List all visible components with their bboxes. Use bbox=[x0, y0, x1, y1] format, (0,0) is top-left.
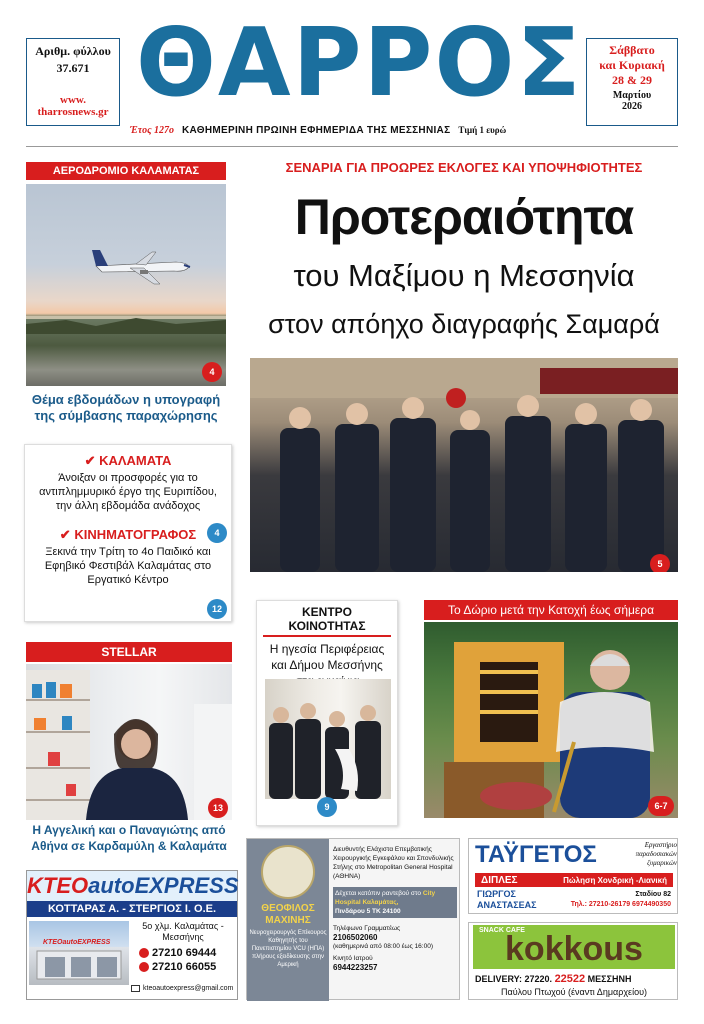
taygetos-owner1: ΓΙΩΡΓΟΣ bbox=[477, 889, 516, 899]
crowd-icon bbox=[250, 358, 678, 572]
logo bbox=[136, 9, 583, 118]
date-line4: Μαρτίου bbox=[612, 90, 652, 101]
kokkous-address: Παύλου Πτωχού (έναντι Δημαρχείου) bbox=[501, 987, 647, 997]
ad-taygetos[interactable] bbox=[468, 838, 678, 914]
doctor-secretary-label: Τηλέφωνο Γραμματέως bbox=[333, 925, 401, 932]
masthead-strip bbox=[130, 122, 580, 138]
doctor-left-column bbox=[247, 839, 329, 1001]
kalamata-title: ΚΑΛΑΜΑΤΑ bbox=[99, 453, 172, 468]
community-box bbox=[256, 600, 398, 826]
website-line1[interactable]: www. bbox=[60, 94, 86, 106]
doctor-mobile[interactable]: 6944223257 bbox=[333, 963, 378, 972]
airport-page-badge[interactable]: 4 bbox=[202, 362, 222, 382]
doctor-role: Διευθυντής Ελάχιστα Επεμβατικής Χειρουργικής Εγκεφάλου και Σπονδυλικής Στήλης στο Metropolitan General Hospital (ΑΘΗΝΑ) bbox=[333, 846, 454, 880]
university-seal-icon bbox=[261, 845, 315, 899]
kteo-email-row bbox=[131, 985, 233, 992]
kokkous-delivery-hl[interactable]: 22522 bbox=[554, 973, 586, 985]
kokkous-delivery bbox=[475, 973, 675, 985]
phone-icon bbox=[139, 962, 149, 972]
phone-icon bbox=[139, 948, 149, 958]
lead-subhead-1: του Μαξίμου η Μεσσηνία bbox=[293, 258, 635, 293]
date-line5: 2026 bbox=[622, 101, 642, 112]
stellar-photo bbox=[26, 664, 232, 820]
airport-label: ΑΕΡΟΔΡΟΜΙΟ ΚΑΛΑΜΑΤΑΣ bbox=[26, 162, 226, 180]
lead-headline: Προτεραιότητα bbox=[294, 189, 634, 245]
cinema-page-badge[interactable]: 12 bbox=[207, 599, 227, 619]
date-line1: Σάββατο bbox=[609, 43, 655, 57]
kteo-company: ΚΟΤΤΑΡΑΣ Α. - ΣΤΕΡΓΙΟΣ Ι. Ο.Ε. bbox=[27, 901, 237, 917]
kalamata-page-badge[interactable]: 4 bbox=[207, 523, 227, 543]
stellar-label: STELLAR bbox=[26, 642, 232, 662]
date-line2: και Κυριακή bbox=[599, 58, 665, 72]
lead-subhead-2: στον απόηχο διαγραφής Σαμαρά bbox=[268, 309, 660, 339]
doctor-mobile-label: Κινητό Ιατρού bbox=[333, 955, 373, 962]
doctor-secretary-phone[interactable]: 2106502060 bbox=[333, 933, 378, 942]
gift-page-badge[interactable]: 6-7 bbox=[648, 796, 674, 816]
kokkous-delivery-post: ΜΕΣΣΗΝΗ bbox=[587, 974, 632, 984]
cinema-brief bbox=[25, 515, 231, 589]
check-icon: ✔ bbox=[59, 527, 71, 542]
people-icon bbox=[265, 679, 391, 799]
gift-photo bbox=[424, 622, 678, 818]
kokkous-small: SNACK CAFE bbox=[479, 927, 525, 934]
taygetos-name: ΤΑΫΓΕΤΟΣ bbox=[475, 841, 597, 868]
doctor-appointments bbox=[333, 887, 457, 918]
kteo-phones bbox=[139, 947, 239, 973]
kokkous-banner bbox=[473, 925, 675, 969]
kteo-sign: ΚΤΕΟautoEXPRESS bbox=[43, 939, 111, 946]
logo-text: ΘΑΡΡΟΣ bbox=[136, 9, 583, 118]
kteo-phone-2[interactable]: 27210 66055 bbox=[152, 961, 217, 973]
taygetos-sales: Πώληση Χονδρική -Λιανική bbox=[563, 875, 667, 885]
taygetos-address: Σταδίου 82 bbox=[635, 891, 671, 898]
lead-page-badge[interactable]: 5 bbox=[650, 554, 670, 572]
briefs-box bbox=[24, 444, 232, 622]
check-icon: ✔ bbox=[84, 453, 96, 468]
issue-number: 37.671 bbox=[56, 61, 90, 75]
doctor-street: Πινδάρου 5 ΤΚ 24100 bbox=[335, 908, 401, 915]
email-icon bbox=[131, 985, 140, 992]
kteo-logo-express: autoEXPRESS bbox=[88, 873, 239, 898]
year: Έτος 127ο bbox=[130, 124, 175, 136]
taygetos-owner2: ΑΝΑΣΤΑΣΕΑΣ bbox=[477, 900, 537, 910]
ad-doctor[interactable] bbox=[246, 838, 460, 1000]
stellar-caption: Η Αγγελική και ο Παναγιώτης από Αθήνα σε Καρδαμύλη & Καλαμάτα bbox=[31, 823, 227, 853]
ad-kteo[interactable] bbox=[26, 870, 238, 1000]
doctor-right-column bbox=[333, 845, 457, 972]
kokkous-delivery-pre: DELIVERY: 27220. bbox=[475, 974, 553, 984]
doctor-hospital: City Hospital Καλαμάτας, bbox=[335, 890, 436, 906]
community-title: ΚΕΝΤΡΟ ΚΟΙΝΟΤΗΤΑΣ bbox=[263, 601, 391, 637]
airport-photo bbox=[26, 184, 226, 386]
kteo-building bbox=[29, 921, 129, 985]
community-photo bbox=[265, 679, 391, 799]
community-text: Η ηγεσία Περιφέρειας και Δήμου Μεσσήνης bbox=[269, 642, 385, 672]
issue-box bbox=[26, 38, 120, 126]
kalamata-brief bbox=[25, 445, 231, 515]
kteo-logo-ktio: ΚΤΕΟ bbox=[27, 873, 89, 898]
kokkous-name: kokkous bbox=[505, 930, 643, 968]
kteo-logo bbox=[27, 871, 237, 901]
kalamata-text: Άνοιξαν οι προσφορές για το αντιπλημμυρικό έργο της Ευριπίδου, την άλλη εβδομάδα ανάδοχος bbox=[39, 472, 217, 512]
stellar-page-badge[interactable]: 13 bbox=[208, 798, 228, 818]
taygetos-sub: ΔΙΠΛΕΣ bbox=[481, 874, 518, 886]
doctor-title: Νευροχειρουργός Επίκουρος Καθηγητής του Πανεπιστημίου VCU (ΗΠΑ) πλήρους εξειδίκευσης στην Αμερική bbox=[249, 930, 327, 968]
taygetos-phones[interactable]: Τηλ.: 27210-26179 6974490350 bbox=[570, 901, 671, 908]
issue-label: Αριθμ. φύλλου bbox=[35, 44, 111, 58]
website-line2[interactable]: tharrosnews.gr bbox=[37, 106, 109, 118]
price: Τιμή 1 ευρώ bbox=[458, 125, 507, 135]
masthead-rule bbox=[26, 146, 678, 147]
tagline: ΚΑΘΗΜΕΡΙΝΗ ΠΡΩΙΝΗ ΕΦΗΜΕΡΙΔΑ ΤΗΣ ΜΕΣΣΗΝΙΑΣ bbox=[182, 124, 451, 136]
taygetos-desc: Εργαστήριο παραδοσιακών ζυμαρικών bbox=[635, 841, 677, 867]
kteo-phone-1[interactable]: 27210 69444 bbox=[152, 947, 217, 959]
airport-caption: Θέμα εβδομάδων η υπογραφή της σύμβασης παραχώρησης bbox=[31, 392, 221, 423]
gift-title: Το Δώριο μετά την Κατοχή έως σήμερα bbox=[424, 600, 678, 620]
doctor-name: ΘΕΟΦΙΛΟΣ ΜΑΧΙΝΗΣ bbox=[261, 903, 315, 926]
date-box bbox=[586, 38, 678, 126]
lead-kicker: ΣΕΝΑΡΙΑ ΓΙΑ ΠΡΟΩΡΕΣ ΕΚΛΟΓΕΣ ΚΑΙ ΥΠΟΨΗΦΙΟΤΗΤΕΣ bbox=[285, 160, 643, 175]
cinema-title: ΚΙΝΗΜΑΤΟΓΡΑΦΟΣ bbox=[74, 527, 197, 542]
shop-interior-icon bbox=[26, 664, 232, 820]
kteo-address: 5ο χλμ. Καλαμάτας - Μεσσήνης bbox=[142, 921, 224, 942]
garage-icon bbox=[29, 921, 129, 985]
kteo-email[interactable]: kteoautoexpress@gmail.com bbox=[143, 985, 234, 992]
taygetos-bar bbox=[475, 873, 673, 887]
doctor-hours: (καθημερινά από 08:00 έως 16:00) bbox=[333, 943, 433, 950]
airplane-icon bbox=[26, 184, 226, 386]
lead-photo bbox=[250, 358, 678, 572]
woman-portrait-icon bbox=[424, 622, 678, 818]
cinema-text: Ξεκινά την Τρίτη το 4ο Παιδικό και Εφηβικό Φεστιβάλ Καλαμάτας στο Εργατικό Κέντρο bbox=[44, 546, 212, 586]
ad-kokkous[interactable] bbox=[468, 922, 678, 1000]
doctor-appointments-pre: Δέχεται κατόπιν ραντεβού στο bbox=[335, 890, 422, 897]
community-page-badge[interactable]: 9 bbox=[317, 797, 337, 817]
date-line3: 28 & 29 bbox=[612, 73, 652, 87]
